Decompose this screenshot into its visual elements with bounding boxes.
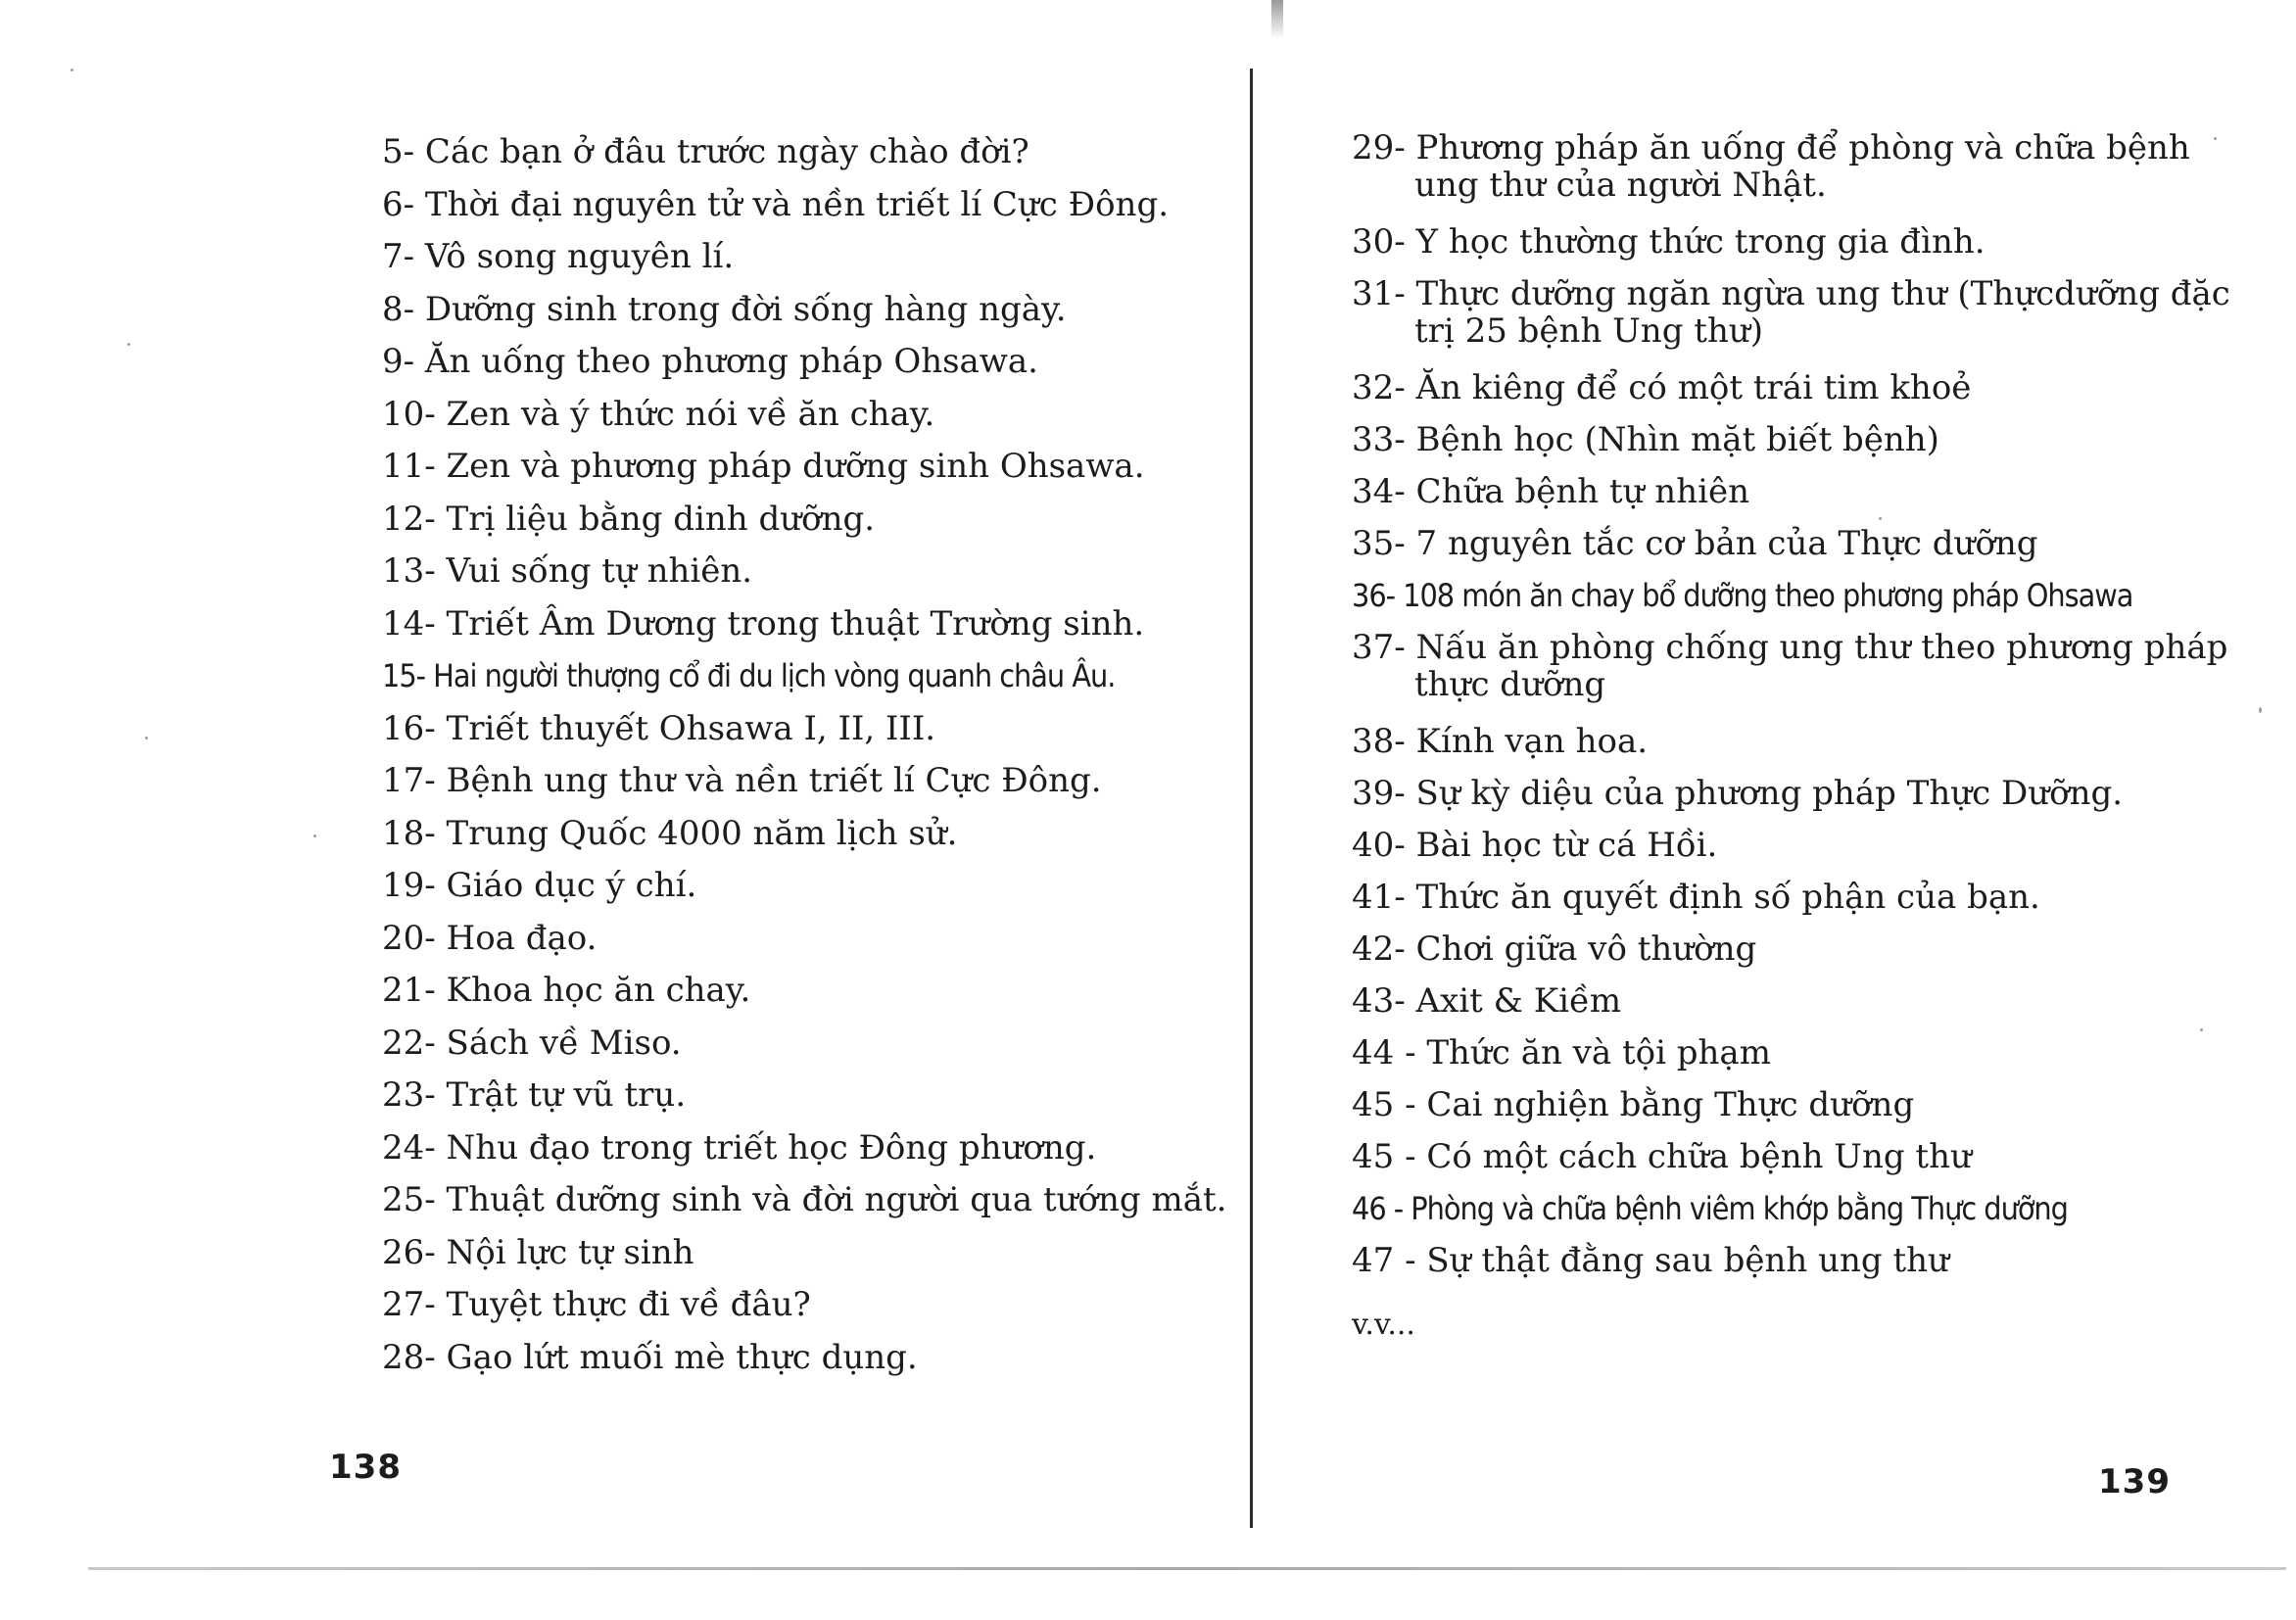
list-item	[1352, 625, 2233, 719]
list-item	[1352, 978, 2233, 1030]
list-item: 20- Hoa đạo.	[382, 918, 598, 958]
list-item	[1352, 927, 2233, 978]
list-item-line: 45 - Có một cách chữa bệnh Ung thư	[1352, 1137, 1972, 1176]
list-item: 5- Các bạn ở đâu trước ngày chào đời?	[382, 132, 1029, 171]
list-item: 6- Thời đại nguyên tử và nền triết lí Cực Đông.	[382, 184, 1170, 224]
list-item: 22- Sách về Miso.	[382, 1023, 682, 1063]
list-item-continuation: thực dưỡng	[1414, 665, 1606, 704]
list-item: 27- Tuyệt thực đi về đâu?	[382, 1285, 811, 1324]
list-item-line: 33- Bệnh học (Nhìn mặt biết bệnh)	[1352, 420, 1939, 459]
list-item-line: 35- 7 nguyên tắc cơ bản của Thực dưỡng	[1352, 524, 2038, 563]
list-item-line: 34- Chữa bệnh tự nhiên	[1352, 472, 1749, 511]
list-item-line: 42- Chơi giữa vô thường	[1352, 929, 1757, 969]
list-item: 19- Giáo dục ý chí.	[382, 866, 697, 905]
list-item	[1352, 719, 2233, 771]
list-item-line: 30- Y học thường thức trong gia đình.	[1352, 222, 1985, 262]
page-number: 139	[2098, 1462, 2171, 1501]
list-item	[1352, 1082, 2233, 1134]
list-item	[1352, 875, 2233, 927]
list-item: 21- Khoa học ăn chay.	[382, 971, 751, 1010]
list-item: 9- Ăn uống theo phương pháp Ohsawa.	[382, 342, 1038, 381]
page-number: 138	[329, 1448, 402, 1487]
list-item	[1352, 1134, 2233, 1186]
list-item: 26- Nội lực tự sinh	[382, 1232, 694, 1272]
list-item: 10- Zen và ý thức nói về ăn chay.	[382, 394, 935, 434]
list-item	[1352, 771, 2233, 823]
etc-note: v.v...	[1352, 1308, 1415, 1342]
list-item-line: 37- Nấu ăn phòng chống ung thư theo phương pháp	[1352, 628, 2228, 667]
list-item-continuation: ung thư của người Nhật.	[1414, 166, 1827, 205]
list-item: 24- Nhu đạo trong triết học Đông phương.	[382, 1127, 1097, 1167]
list-item-line: 38- Kính vạn hoa.	[1352, 722, 1649, 761]
list-item-line: 36- 108 món ăn chay bổ dưỡng theo phương pháp Ohsawa	[1352, 577, 2133, 614]
list-item: 28- Gạo lứt muối mè thực dụng.	[382, 1337, 918, 1377]
list-item-line: 39- Sự kỳ diệu của phương pháp Thực Dưỡng.	[1352, 774, 2124, 813]
list-item: 7- Vô song nguyên lí.	[382, 237, 735, 276]
list-item: 14- Triết Âm Dương trong thuật Trường sinh.	[382, 603, 1145, 643]
list-item: 25- Thuật dưỡng sinh và đời người qua tướng mắt.	[382, 1180, 1227, 1219]
list-item-line: 40- Bài học từ cá Hồi.	[1352, 826, 1718, 865]
list-item	[1352, 219, 2233, 271]
list-item	[1352, 469, 2233, 521]
list-item-line: 31- Thực dưỡng ngăn ngừa ung thư (Thựcdưỡng đặc	[1352, 274, 2230, 313]
list-item	[1352, 1030, 2233, 1082]
list-item: 18- Trung Quốc 4000 năm lịch sử.	[382, 813, 958, 853]
list-item-line: 32- Ăn kiêng để có một trái tim khoẻ	[1352, 368, 1972, 407]
list-item-line: 29- Phương pháp ăn uống để phòng và chữa bệnh	[1352, 128, 2190, 167]
list-item: 8- Dưỡng sinh trong đời sống hàng ngày.	[382, 289, 1067, 329]
list-item: 11- Zen và phương pháp dưỡng sinh Ohsawa.	[382, 447, 1145, 486]
list-item-line: 43- Axit & Kiềm	[1352, 981, 1622, 1021]
list-item: 13- Vui sống tự nhiên.	[382, 551, 753, 591]
list-item-line: 45 - Cai nghiện bằng Thực dưỡng	[1352, 1085, 1915, 1124]
list-item: 12- Trị liệu bằng dinh dưỡng.	[382, 499, 876, 539]
left-book-list	[382, 129, 1227, 1387]
list-item-line: 46 - Phòng và chữa bệnh viêm khớp bằng Thực dưỡng	[1352, 1190, 2068, 1227]
list-item: 17- Bệnh ung thư và nền triết lí Cực Đông.	[382, 761, 1102, 800]
list-item	[1352, 365, 2233, 417]
list-item-line: 41- Thức ăn quyết định số phận của bạn.	[1352, 878, 2040, 917]
list-item	[1352, 271, 2233, 365]
list-item: 23- Trật tự vũ trụ.	[382, 1075, 687, 1115]
list-item	[1352, 1238, 2233, 1290]
list-item	[1352, 823, 2233, 875]
list-item-continuation: trị 25 bệnh Ung thư)	[1414, 311, 1764, 351]
list-item	[1352, 521, 2233, 573]
list-item	[1352, 417, 2233, 469]
list-item: 15- Hai người thượng cổ đi du lịch vòng quanh châu Âu.	[382, 657, 1116, 694]
list-item-line: 44 - Thức ăn và tội phạm	[1352, 1033, 1771, 1072]
right-book-list	[1352, 125, 2233, 1290]
list-item-line: 47 - Sự thật đằng sau bệnh ung thư	[1352, 1241, 1949, 1280]
list-item: 16- Triết thuyết Ohsawa I, II, III.	[382, 708, 936, 748]
list-item	[1352, 573, 2233, 625]
list-item	[1352, 1186, 2233, 1238]
list-item	[1352, 125, 2233, 219]
